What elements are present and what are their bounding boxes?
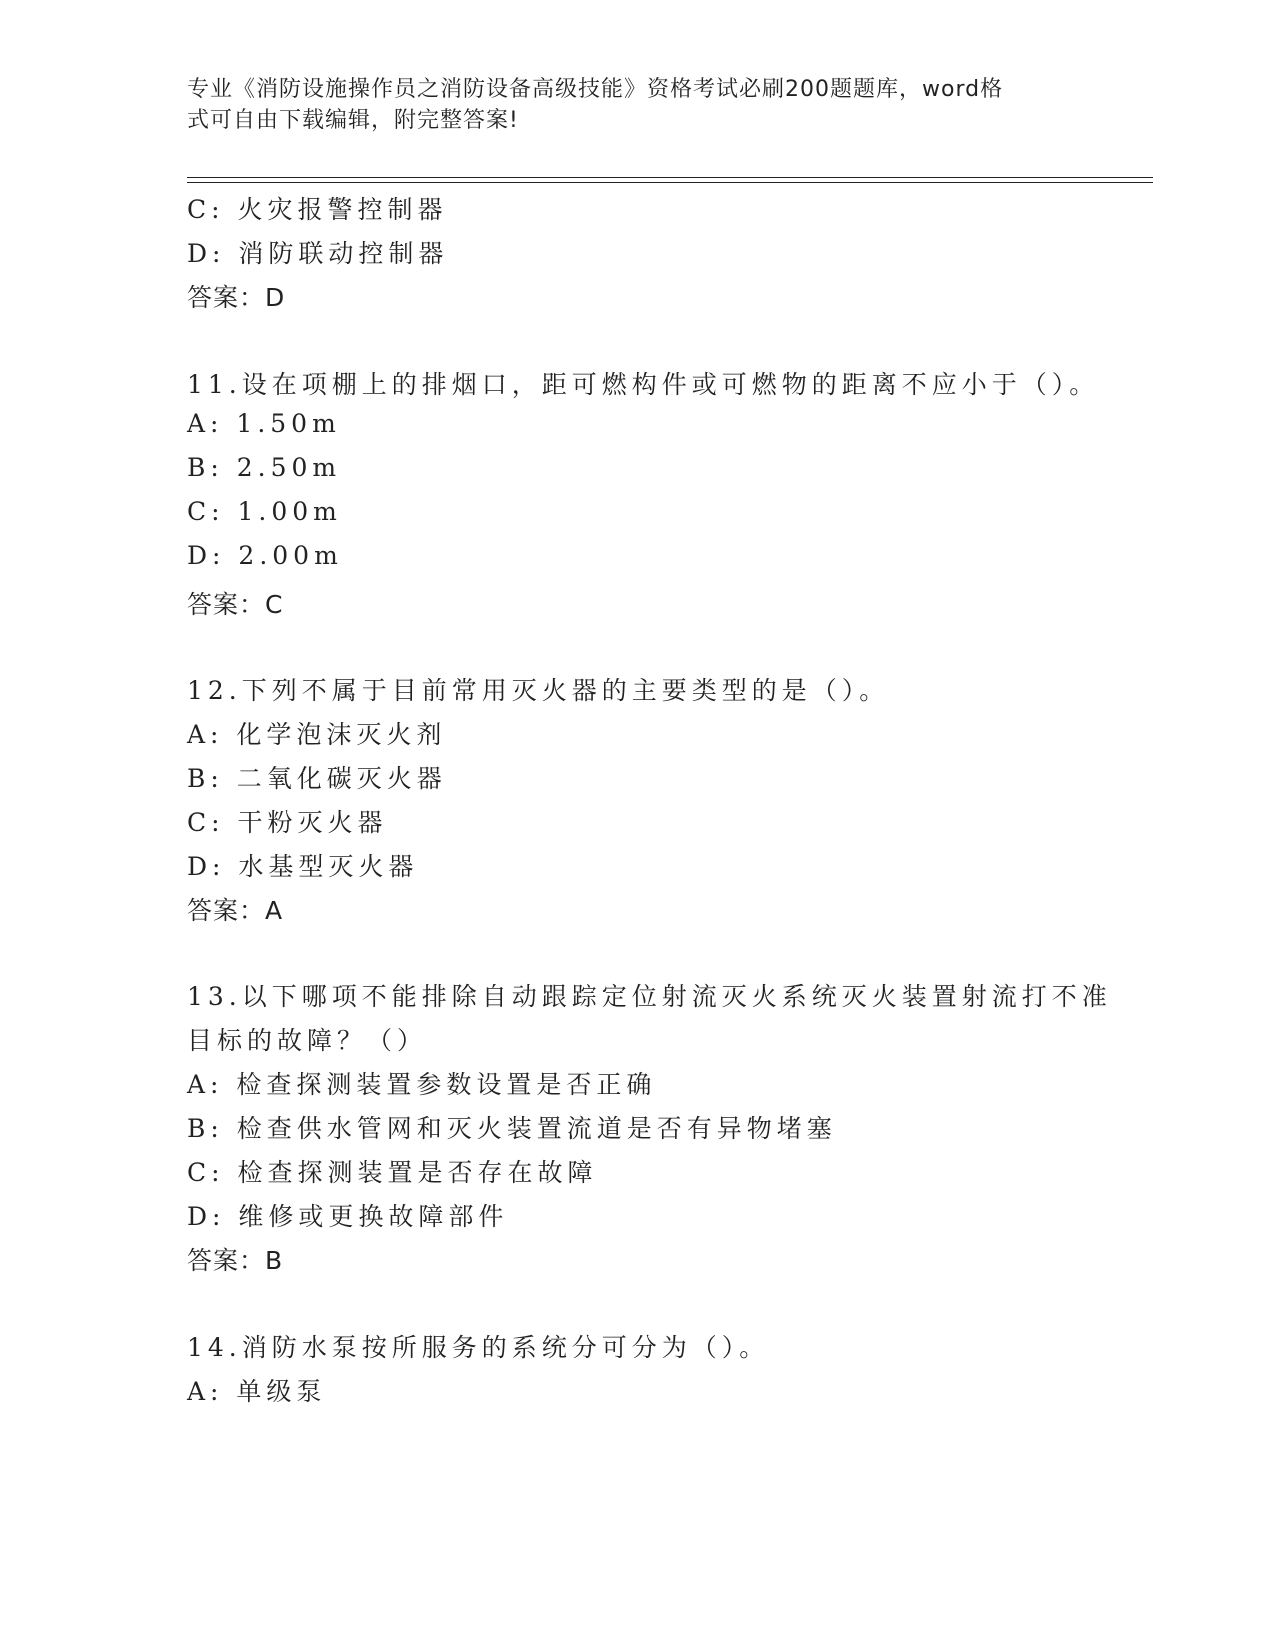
option-d: D: 维修或更换故障部件 [187, 1202, 509, 1231]
question-12: 12.下列不属于目前常用灭火器的主要类型的是（）。 [187, 676, 890, 705]
option-b: B: 二氧化碳灭火器 [187, 764, 447, 793]
option-c: C: 1.00m [187, 497, 342, 526]
header-divider-bottom [187, 182, 1153, 183]
option-b: B: 2.50m [187, 453, 342, 482]
option-d: D: 消防联动控制器 [187, 239, 449, 268]
document-header [187, 74, 1067, 136]
answer-line: 答案：A [187, 896, 284, 925]
question-11: 11.设在项棚上的排烟口，距可燃构件或可燃物的距离不应小于（）。 [187, 370, 1100, 399]
option-c: C: 检查探测装置是否存在故障 [187, 1158, 598, 1187]
option-b: B: 检查供水管网和灭火装置流道是否有异物堵塞 [187, 1114, 837, 1143]
option-a: A: 1.50m [187, 409, 341, 438]
header-line-1: 专业《消防设施操作员之消防设备高级技能》资格考试必刷200题题库，word格 [187, 77, 1004, 102]
question-13-continued: 目标的故障？（） [187, 1026, 428, 1055]
option-a: A: 化学泡沫灭火剂 [187, 720, 447, 749]
header-line-2: 式可自由下载编辑，附完整答案! [187, 108, 519, 133]
option-c: C: 干粉灭火器 [187, 808, 388, 837]
option-a: A: 单级泵 [187, 1377, 327, 1406]
option-a: A: 检查探测装置参数设置是否正确 [187, 1070, 657, 1099]
answer-line: 答案：B [187, 1246, 284, 1275]
header-divider-top [187, 177, 1153, 178]
option-d: D: 2.00m [187, 541, 343, 570]
answer-line: 答案：C [187, 590, 284, 619]
option-d: D: 水基型灭火器 [187, 852, 419, 881]
question-13: 13.以下哪项不能排除自动跟踪定位射流灭火系统灭火装置射流打不准 [187, 982, 1112, 1011]
option-c: C: 火灾报警控制器 [187, 195, 448, 224]
question-14: 14.消防水泵按所服务的系统分可分为（）。 [187, 1333, 770, 1362]
answer-line: 答案：D [187, 283, 286, 312]
